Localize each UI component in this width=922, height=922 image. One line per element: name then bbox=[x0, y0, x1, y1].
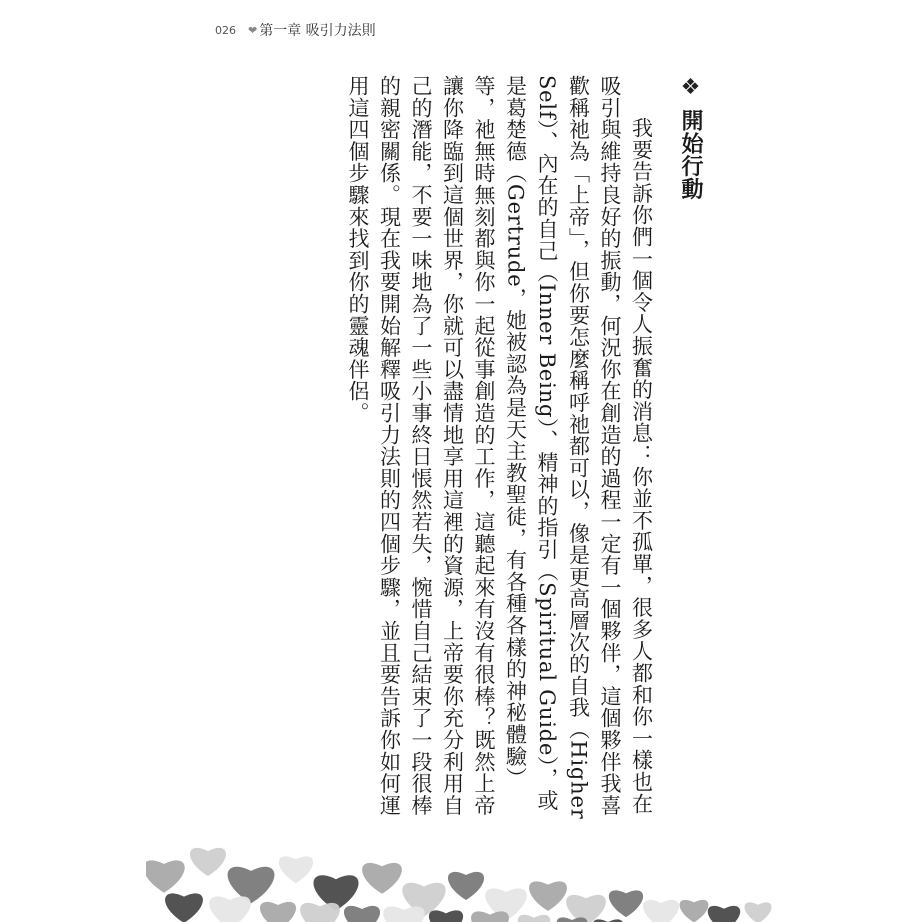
heart-shape bbox=[448, 872, 484, 900]
heart-shape bbox=[362, 863, 402, 894]
heart-shape bbox=[344, 906, 380, 922]
heart-icon: ❤ bbox=[248, 23, 258, 37]
chapter-title: 第一章 吸引力法則 bbox=[259, 23, 376, 39]
heart-shape bbox=[609, 890, 643, 917]
heart-shape bbox=[429, 910, 463, 922]
page-number: 026 bbox=[215, 23, 236, 37]
heart-shape bbox=[260, 902, 296, 922]
running-head bbox=[215, 17, 376, 43]
heart-shape bbox=[165, 893, 203, 922]
chapter-title-group bbox=[248, 20, 376, 40]
heart-shape bbox=[708, 906, 740, 922]
heart-shape bbox=[680, 900, 709, 922]
heart-shape bbox=[744, 902, 771, 922]
diamond-bullet-icon: ❖ bbox=[678, 75, 703, 101]
heart-shape bbox=[518, 915, 550, 922]
section-heading bbox=[675, 75, 707, 825]
heart-shape bbox=[146, 860, 185, 892]
heart-shape bbox=[383, 906, 424, 922]
vertical-text-block bbox=[346, 75, 706, 825]
heart-shape bbox=[643, 900, 679, 922]
heart-shape bbox=[279, 856, 313, 883]
heart-shape bbox=[190, 848, 226, 876]
heart-shape bbox=[471, 911, 509, 922]
section-heading-text: 開始行動 bbox=[678, 109, 703, 201]
heart-shape bbox=[529, 881, 567, 911]
heart-shape bbox=[228, 867, 275, 904]
heart-shape bbox=[566, 895, 606, 922]
heart-decoration bbox=[146, 800, 776, 922]
heart-shape bbox=[209, 896, 250, 922]
heart-shape bbox=[557, 917, 588, 922]
heart-shape bbox=[300, 903, 340, 922]
body-paragraph: 我要告訴你們一個令人振奮的消息：你並不孤單，很多人都和你一樣也在吸引與維持良好的振動，何況你在創造的過程一定有一個夥伴，這個夥伴我喜歡稱祂為「上帝」，但你要怎麼稱呼祂都可以，像是更高層次的自我（Higher Self）、內在的自己（Inner Being）、精神的指引（Spiritual Guide），或是葛楚德（Gertrude，她被認為是天主教聖徒，有各種各樣的神秘體驗）等，祂無時無刻都與你一起從事創造的工作，這聽起來有沒有很棒？既然上帝讓你降臨到這個世界，你就可以盡情地享用這裡的資源，上帝要你充分利用自己的潛能，不要一味地為了一些小事終日悵然若失，惋惜自己結束了一段很棒的親密關係。現在我要開始解釋吸引力法則的四個步驟，並且要告訴你如何運用這四個步驟來找到你的靈魂伴侶。 bbox=[346, 75, 654, 820]
